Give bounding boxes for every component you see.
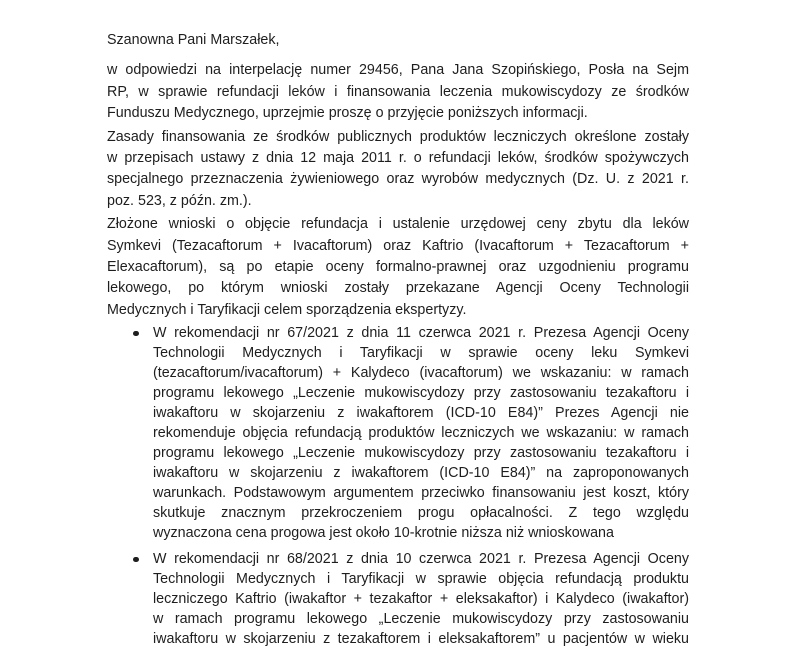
text-line: w ramach programu lekowego „Leczenie mukowiscydozy przy zastosowaniu <box>153 611 689 628</box>
text-line: Szanowna Pani Marszałek, <box>107 32 280 48</box>
text-line: (tezacaftorum/ivacaftorum) + Kalydeco (ivacaftorum) we wskazaniu: w ramach <box>153 365 689 382</box>
text-line: programu lekowego „Leczenie mukowiscydozy przy zastosowaniu tezakaftoru i <box>153 385 689 402</box>
text-line: Elexacaftorum), są po etapie oceny formalno-prawnej oraz uzgodnieniu programu <box>107 259 689 276</box>
letter-body <box>107 30 689 655</box>
text-line: W rekomendacji nr 68/2021 z dnia 10 czerwca 2021 r. Prezesa Agencji Oceny <box>153 551 689 568</box>
text-line: leczniczego Kaftrio (iwakaftor + tezakaftor + eleksakaftor) i Kalydeco (iwakaftor) <box>153 591 689 608</box>
intro-paragraph <box>107 60 689 124</box>
text-line: rekomenduje objęcia refundacją produktów leczniczych we wskazaniu: w ramach <box>153 425 689 442</box>
text-line: Symkevi (Tezacaftorum + Ivacaftorum) oraz Kaftrio (Ivacaftorum + Tezacaftorum + <box>107 237 689 254</box>
text-line: wyznaczona cena progowa jest około 10-krotnie niższa niż wnioskowana <box>153 525 614 542</box>
text-line: RP, w sprawie refundacji leków i finansowania leczenia mukowiscydozy ze środków <box>107 83 689 100</box>
text-line: W rekomendacji nr 67/2021 z dnia 11 czerwca 2021 r. Prezesa Agencji Oceny <box>153 325 689 342</box>
text-line: skutkuje znacznym przekroczeniem progu opłacalności. Z tego względu <box>153 505 689 522</box>
text-line: w przepisach ustawy z dnia 12 maja 2011 r. o refundacji leków, środków spożywczych <box>107 150 689 167</box>
text-line: w odpowiedzi na interpelację numer 29456, Pana Jana Szopińskiego, Posła na Sejm <box>107 62 689 79</box>
applications-status-paragraph <box>107 214 689 321</box>
text-line: iwakaftoru w skojarzeniu z iwakaftorem (ICD-10 E84)” Prezes Agencji nie <box>153 405 689 422</box>
text-line: Funduszu Medycznego, uprzejmie proszę o przyjęcie poniższych informacji. <box>107 105 588 122</box>
text-line: Medycznych i Taryfikacji celem sporządzenia ekspertyzy. <box>107 301 467 318</box>
text-line: poz. 523, z późn. zm.). <box>107 192 252 209</box>
salutation <box>107 30 689 51</box>
legal-basis-paragraph <box>107 127 689 213</box>
text-line: warunkach. Podstawowym argumentem przeciwko finansowaniu jest koszt, który <box>153 485 689 502</box>
text-line: lekowego, po którym wnioski zostały przekazane Agencji Oceny Technologii <box>107 280 689 297</box>
text-line: specjalnego przeznaczenia żywieniowego oraz wyrobów medycznych (Dz. U. z 2021 r. <box>107 171 689 188</box>
text-line: Złożone wnioski o objęcie refundacja i ustalenie urzędowej ceny zbytu dla leków <box>107 216 689 233</box>
text-line: programu lekowego „Leczenie mukowiscydozy przy zastosowaniu tezakaftoru i <box>153 445 689 462</box>
bullet-icon <box>133 331 139 337</box>
bullet-icon <box>133 557 139 563</box>
text-line: Technologii Medycznych i Taryfikacji w sprawie objęcia refundacją produktu <box>153 571 689 588</box>
text-line: Technologii Medycznych i Taryfikacji w sprawie oceny leku Symkevi <box>153 345 689 362</box>
text-line: iwakaftoru w skojarzeniu z tezakaftorem i eleksakaftorem” u pacjentów w wieku <box>153 631 689 648</box>
recommendation-67-2021-item <box>107 323 689 543</box>
text-line: Zasady finansowania ze środków publicznych produktów leczniczych określone zostały <box>107 128 689 145</box>
text-line: iwakaftoru w skojarzeniu z iwakaftorem (ICD-10 E84)” na zaproponowanych <box>153 465 689 482</box>
recommendation-68-2021-item <box>107 549 689 649</box>
